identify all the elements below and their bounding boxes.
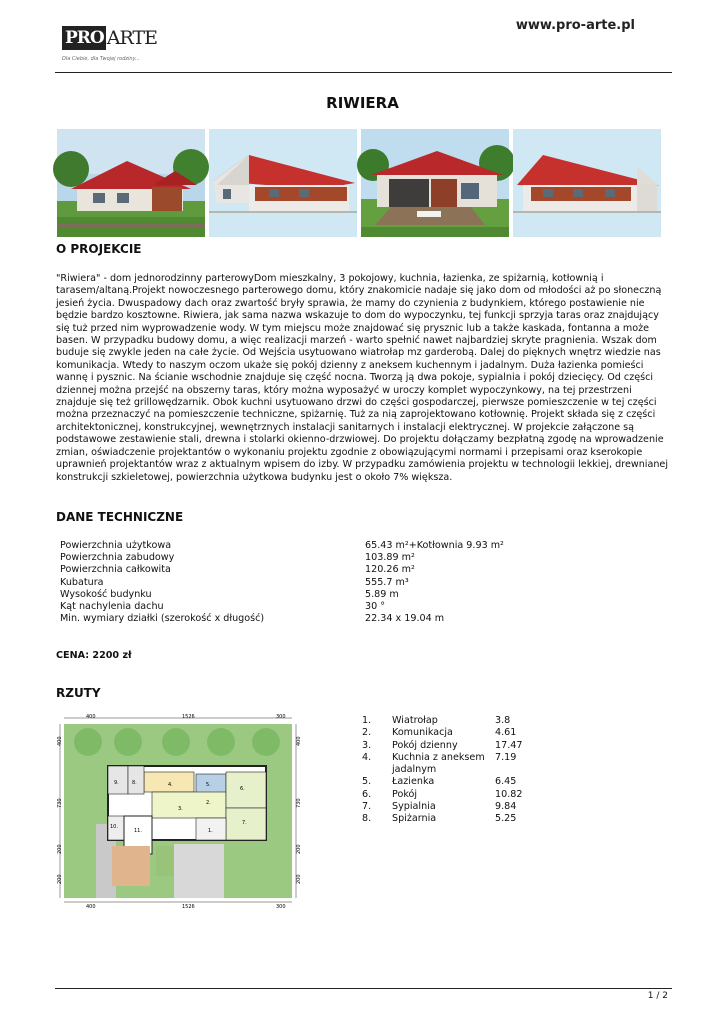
tech-label: Powierzchnia zabudowy xyxy=(60,552,175,564)
room-label-7: 7. xyxy=(242,820,247,826)
logo-arte-text: ARTE xyxy=(106,27,157,49)
tech-label: Kąt nachylenia dachu xyxy=(60,600,164,612)
tech-label: Kubatura xyxy=(60,576,104,588)
dim-top-mid: 1526 xyxy=(182,714,195,720)
room-label-8: 8. xyxy=(132,780,137,786)
house-photo-side-left xyxy=(209,129,357,237)
room-area: 9.84 xyxy=(495,801,517,813)
room-label-9: 9. xyxy=(114,780,119,786)
header-divider xyxy=(55,72,672,73)
room-area: 5.25 xyxy=(495,813,517,825)
pro-arte-logo xyxy=(62,24,157,66)
project-description: "Riwiera" - dom jednorodzinny parterowyDom mieszkalny, 3 pokojowy, kuchnia, łazienka, ze spiżarnią, kotłownią i tarasem/altaną.Projekt nowoczesnego parterowego domu, który znakomicie nadaje się jako dom od młodości aż po słoneczną jesień życia. Dwuspadowy dach oraz zwartość bryły sprawia, że mamy do czynienia z budynkiem, którego postawienie nie będzie bardzo kosztowne. Riwiera, jak sama nazwa wskazuje to dom do wypoczynku, tej funkcji sprzyja taras oraz znajdujący się tuż przed nim wyprowadzenie wody. W tym miejscu może znajdować się prysznic lub a także kaskada, fontanna a może basen. W przypadku budowy domu, a więc realizacji marzeń - warto spełnić nawet najbardziej skryte pragnienia. Wszak dom buduje się zwykle jeden na całe życie. Od Wejścia usytuowano wiatrołap mz garderobą. Dalej do pięknych wnętrz wiedzie nas komunikacja. Wtedy to naszym oczom ukaże się pokój dzienny z aneksem kuchennym i jadalnym. Duża łazienka pomieści wannę i pysznic. Na ścianie wschodnie znajduje się część nocna. Tworzą ją dwa pokoje, sypialnia i pokój dziecięcy. Od części dziennej można przejść na obszerny taras, który można wyposażyć w uroczy komplet wypoczynkowy, na tej przestrzeni znajduje się też grillowędzarnik. Obok kuchni usytuowano drzwi do części gospodarczej, pierwsze pomieszczenie w tej części można przeznaczyć na pomieszczenie techniczne, spiżarnię. Tuż za nią zaprojektowano kotłownię. Projekt składa się z części architektonicznej, konstrukcyjnej, wewnętrznych instalacji sanitarnych i instalacji elektrycznej. W projekcie załączone są podstawowe zestawienie stali, drewna i stolarki okienno-drzwiowej. Do projektu dołączamy bezpłatną zgodę na wprowadzenie zmian, oświadczenie projektantów o wykonaniu projektu zgodnie z obowiązującymi normami i przepisami oraz kserokopie uprawnień projektantów wraz z aktualnym wpisem do izby. W przypadku zamówienia projektu w technologii lekkiej, drewnianej konstrukcji szkieletowej, powierzchnia użytkowa budynku jest o około 7% większa. xyxy=(56,273,668,483)
room-number: 6. xyxy=(362,788,372,800)
house-photo-front xyxy=(57,129,205,237)
page-title: RIWIERA xyxy=(326,94,399,112)
room-area: 17.47 xyxy=(495,739,523,751)
room-number: 7. xyxy=(362,801,372,813)
room-label-5: 5. xyxy=(206,782,211,788)
room-label-3: 3. xyxy=(178,806,183,812)
room-area: 6.45 xyxy=(495,776,517,788)
room-name: Wiatrołap xyxy=(392,715,438,726)
room-number: 2. xyxy=(362,727,372,739)
house-photo-terrace xyxy=(361,129,509,237)
tech-value: 5.89 m xyxy=(365,588,399,600)
room-name: Spiżarnia xyxy=(392,813,437,825)
floor-plan xyxy=(56,712,300,908)
dim-right-2: 730 xyxy=(296,798,302,808)
dim-bottom-left: 400 xyxy=(86,904,96,910)
room-area: 10.82 xyxy=(495,788,523,800)
room-label-1: 1. xyxy=(208,828,213,834)
dim-left-3: 200 xyxy=(57,844,63,854)
room-name: Pokój dzienny xyxy=(392,739,458,751)
room-number: 4. xyxy=(362,751,372,763)
tech-value: 120.26 m² xyxy=(365,564,415,576)
room-area: 3.8 xyxy=(495,715,511,726)
section-about-heading: O PROJEKCIE xyxy=(56,242,142,256)
dim-right-1: 400 xyxy=(296,736,302,746)
room-label-6: 6. xyxy=(240,786,245,792)
tech-value: 103.89 m² xyxy=(365,552,415,564)
dim-right-4: 200 xyxy=(296,874,302,884)
dim-left-1: 400 xyxy=(57,736,63,746)
room-number: 8. xyxy=(362,813,372,825)
section-plans-heading: RZUTY xyxy=(56,686,101,700)
tech-label: Min. wymiary działki (szerokość x długość) xyxy=(60,613,265,625)
tech-value: 65.43 m²+Kotłownia 9.93 m² xyxy=(365,540,504,551)
logo-tagline: Dla Ciebie, dla Twojej rodziny... xyxy=(62,56,140,62)
dim-bottom-mid: 1526 xyxy=(182,904,195,910)
room-number: 1. xyxy=(362,715,372,726)
tech-label: Powierzchnia całkowita xyxy=(60,564,171,576)
dim-bottom-right: 300 xyxy=(276,904,286,910)
dim-left-2: 730 xyxy=(57,798,63,808)
footer-divider xyxy=(55,988,672,989)
room-name: Sypialnia xyxy=(392,801,436,813)
room-name: Kuchnia z aneksem jadalnym xyxy=(392,751,485,776)
room-number: 5. xyxy=(362,776,372,788)
dim-right-3: 200 xyxy=(296,844,302,854)
tech-label: Wysokość budynku xyxy=(60,588,152,600)
tech-value: 555.7 m³ xyxy=(365,576,409,588)
dim-top-right: 300 xyxy=(276,714,286,720)
room-name: Łazienka xyxy=(392,776,435,788)
room-area: 7.19 xyxy=(495,751,517,763)
room-name: Komunikacja xyxy=(392,727,453,739)
house-photo-side-right xyxy=(513,129,661,237)
tech-value: 30 ° xyxy=(365,600,386,612)
site-url: www.pro-arte.pl xyxy=(515,18,635,33)
room-label-11: 11. xyxy=(134,828,142,834)
room-label-10: 10. xyxy=(110,824,118,830)
page-number: 1 / 2 xyxy=(647,991,668,1001)
section-tech-heading: DANE TECHNICZNE xyxy=(56,510,184,524)
dim-top-left: 400 xyxy=(86,714,96,720)
room-name: Pokój xyxy=(392,788,418,800)
tech-label: Powierzchnia użytkowa xyxy=(60,540,172,551)
tech-value: 22.34 x 19.04 m xyxy=(365,613,445,625)
logo-pro-text: PRO xyxy=(62,26,106,50)
room-area: 4.61 xyxy=(495,727,517,739)
room-label-4: 4. xyxy=(168,782,173,788)
dim-left-4: 200 xyxy=(57,874,63,884)
price: CENA: 2200 zł xyxy=(56,650,132,661)
room-label-2: 2. xyxy=(206,800,211,806)
room-number: 3. xyxy=(362,739,372,751)
